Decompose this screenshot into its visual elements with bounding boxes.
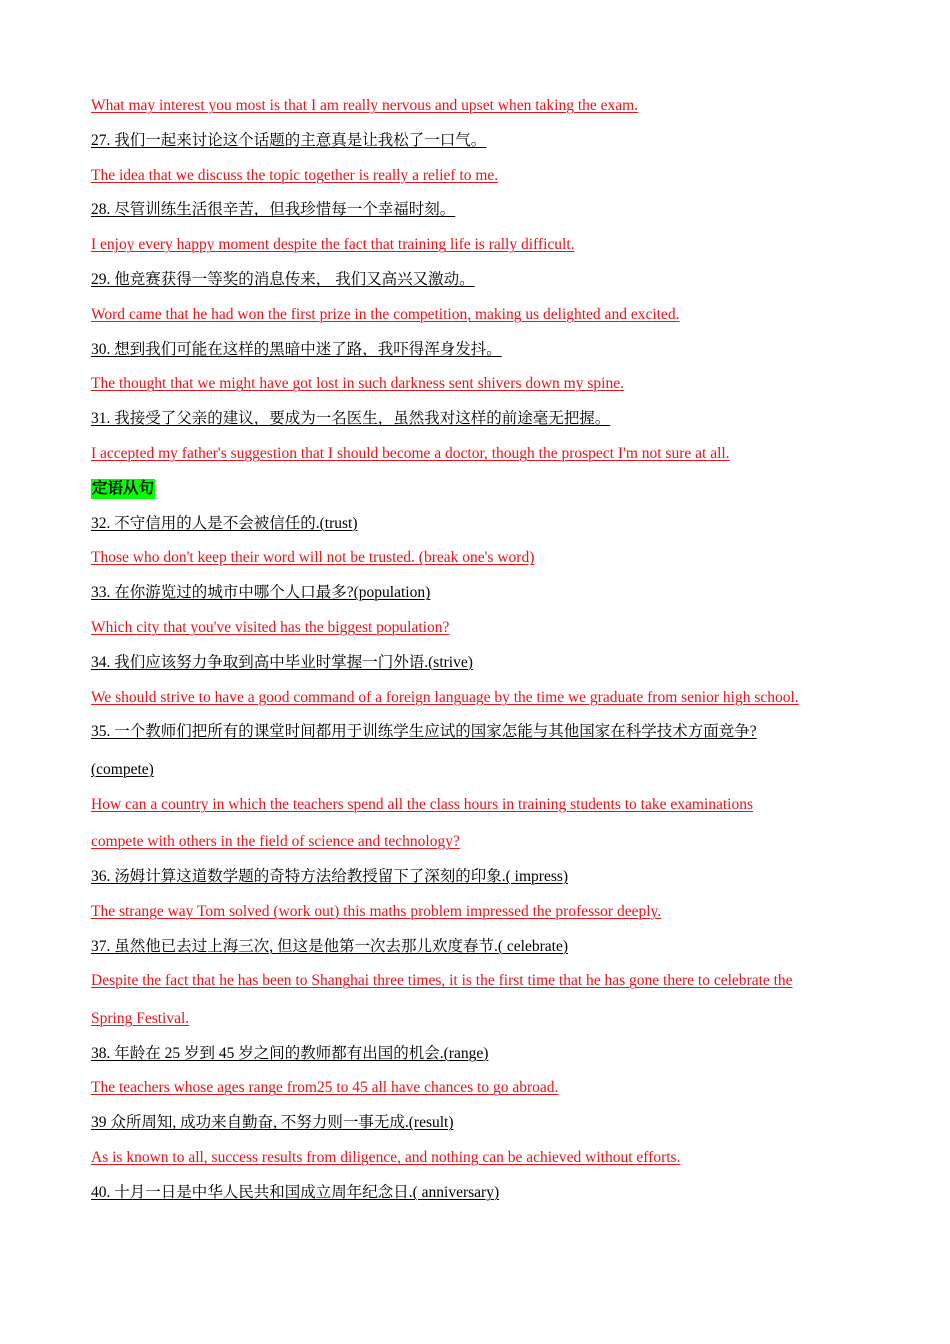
question-line: 40. 十月一日是中华人民共和国成立周年纪念日.( anniversary) (91, 1183, 500, 1201)
section-heading: 定语从句 (92, 479, 155, 497)
answer-line: The thought that we might have got lost in such darkness sent shivers down my spine. (91, 375, 624, 393)
answer-line-continued: Spring Festival. (91, 1009, 190, 1027)
question-line: 39 众所周知, 成功来自勤奋, 不努力则一事无成.(result) (91, 1114, 454, 1132)
question-line: 31. 我接受了父亲的建议，要成为一名医生，虽然我对这样的前途毫无把握。 (91, 410, 611, 428)
question-line: 36. 汤姆计算这道数学题的奇特方法给教授留下了深刻的印象.( impress) (91, 867, 569, 885)
answer-line: The teachers whose ages range from25 to 45 all have chances to go abroad. (91, 1079, 559, 1097)
answer-line: I enjoy every happy moment despite the fact that training life is rally difficult. (91, 236, 575, 254)
answer-line: I accepted my father's suggestion that I should become a doctor, though the prospect I'm not sure at all. (91, 444, 730, 462)
question-line: 33. 在你游览过的城市中哪个人口最多?(population) (91, 584, 431, 602)
answer-line: Despite the fact that he has been to Shanghai three times, it is the first time that he has gone there to celebrate the (91, 972, 793, 990)
answer-line: Those who don't keep their word will not be trusted. (break one's word) (91, 549, 535, 567)
question-line: 35. 一个教师们把所有的课堂时间都用于训练学生应试的国家怎能与其他国家在科学技术方面竞争? (91, 723, 757, 741)
answer-line-continued: compete with others in the field of science and technology? (91, 833, 460, 851)
question-line: 28. 尽管训练生活很辛苦，但我珍惜每一个幸福时刻。 (91, 201, 456, 219)
question-line: 34. 我们应该努力争取到高中毕业时掌握一门外语.(strive) (91, 653, 473, 671)
answer-line: The idea that we discuss the topic together is really a relief to me. (91, 166, 499, 184)
answer-line: How can a country in which the teachers spend all the class hours in training students to take examinations (91, 795, 754, 813)
answer-line: Which city that you've visited has the biggest population? (91, 618, 450, 636)
document-page (91, 96, 871, 1218)
answer-line: As is known to all, success results from diligence, and nothing can be achieved without efforts. (91, 1149, 681, 1167)
question-line-continued: (compete) (91, 760, 154, 778)
question-line: 27. 我们一起来讨论这个话题的主意真是让我松了一口气。 (91, 131, 487, 149)
answer-line: We should strive to have a good command of a foreign language by the time we graduate from senior high school. (91, 688, 799, 706)
question-line: 38. 年龄在 25 岁到 45 岁之间的教师都有出国的机会.(range) (91, 1044, 489, 1062)
section-heading-row (91, 479, 871, 499)
answer-line: What may interest you most is that I am really nervous and upset when taking the exam. (91, 97, 639, 114)
question-line: 37. 虽然他已去过上海三次, 但这是他第一次去那儿欢度春节.( celebrate) (91, 937, 568, 955)
answer-line: Word came that he had won the first prize in the competition, making us delighted and excited. (91, 305, 680, 323)
question-line: 32. 不守信用的人是不会被信任的.(trust) (91, 514, 358, 532)
question-line: 30. 想到我们可能在这样的黑暗中迷了路，我吓得浑身发抖。 (91, 340, 502, 358)
question-line: 29. 他竞赛获得一等奖的消息传来， 我们又高兴又激动。 (91, 270, 475, 288)
answer-line: The strange way Tom solved (work out) this maths problem impressed the professor deeply. (91, 902, 662, 920)
